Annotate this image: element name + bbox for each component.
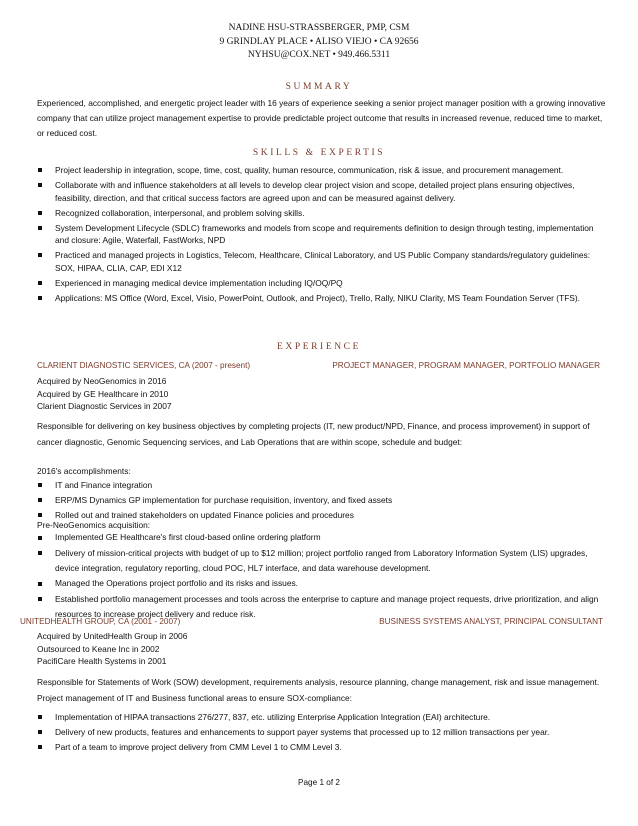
list-item: Established portfolio management processes and tools across the enterprise to capture and manage project requests, drive prioritization, and align resources to increase project delivery and reduce risk. [37, 592, 602, 622]
job-1-pre-label: Pre-NeoGenomics acquisition: [37, 520, 151, 530]
job-2-company: UNITEDHEALTH GROUP, CA (2001 - 2007) [20, 617, 181, 626]
job-1-role: PROJECT MANAGER, PROGRAM MANAGER, PORTFOLIO MANAGER [332, 361, 600, 370]
history-line: Outsourced to Keane Inc in 2002 [37, 643, 160, 654]
list-item: Rolled out and trained stakeholders on updated Finance policies and procedures [37, 509, 602, 522]
job-1-company: CLARIENT DIAGNOSTIC SERVICES, CA (2007 - present) [37, 361, 251, 370]
list-item: Delivery of mission-critical projects with budget of up to $12 million; project portfolio ranged from Laboratory Information System (LIS) upgrades, device integration, regulatory reporting, cloud POC, HL7 interface, and data warehouse development. [37, 546, 602, 576]
skills-list [37, 164, 602, 307]
job-2-description: Responsible for Statements of Work (SOW) development, requirements analysis, resource planning, change management, risk and issue management. Project management of IT and Business functional areas to ensure SOX-compliance: [37, 677, 600, 703]
job-1-accomplishments [37, 479, 602, 524]
job-2-items [37, 711, 602, 756]
candidate-name: NADINE HSU-STRASSBERGER, PMP, CSM [228, 23, 410, 33]
job-2-history [37, 630, 597, 668]
summary-heading: SUMMARY [285, 82, 353, 92]
job-1-history [37, 375, 597, 413]
list-item: IT and Finance integration [37, 479, 602, 492]
skills-heading: SKILLS & EXPERTIS [252, 148, 386, 158]
list-item: Managed the Operations project portfolio and its risks and issues. [37, 576, 602, 591]
list-item: ERP/MS Dynamics GP implementation for purchase requisition, inventory, and fixed assets [37, 494, 602, 507]
list-item: Implemented GE Healthcare's first cloud-based online ordering platform [37, 530, 602, 545]
list-item: Implementation of HIPAA transactions 276/277, 837, etc. utilizing Enterprise Application Integration (EAI) architecture. [37, 711, 602, 724]
job-1-description: Responsible for delivering on key business objectives by completing projects (IT, new product/NPD, Finance, and process improvement) in support of cancer diagnostic, Genomic Sequencing services, and Lab Operations that are within scope, schedule and budget: [37, 421, 590, 447]
list-item: Collaborate with and influence stakeholders at all levels to develop clear project vision and scope, detailed project plans ensuring objectives, feasibility, direction, and that critical success factors are agreed upon and can be measured against delivery. [37, 179, 602, 204]
job-1-accomplishments-label: 2016's accomplishments: [37, 466, 131, 476]
address-line: 9 GRINDLAY PLACE • ALISO VIEJO • CA 92656 [219, 36, 419, 47]
contact-line: NYHSU@COX.NET • 949.466.5311 [247, 50, 391, 60]
summary-text: Experienced, accomplished, and energetic project leader with 16 years of experience seeking a senior project manager position with a growing innovative company that can utilize project management expertise to provide predictable project outcome that results in increased revenue, reduced time to market, or reduced cost. [37, 98, 606, 138]
history-line: Clarient Diagnostic Services in 2007 [37, 401, 172, 411]
list-item: Practiced and managed projects in Logistics, Telecom, Healthcare, Clinical Laboratory, and US Public Company standards/regulatory guidelines: SOX, HIPAA, CLIA, CAP, EDI X12 [37, 249, 602, 274]
experience-heading: EXPERIENCE [276, 342, 362, 352]
history-line: Acquired by GE Healthcare in 2010 [37, 388, 169, 399]
list-item: Applications: MS Office (Word, Excel, Visio, PowerPoint, Outlook, and Project), Trello, Rally, NIKU Clarity, MS Team Foundation Server (TFS). [37, 292, 602, 305]
job-1-pre-items [37, 530, 602, 622]
list-item: Project leadership in integration, scope, time, cost, quality, human resource, communication, risk & issue, and procurement management. [37, 164, 602, 177]
list-item: Recognized collaboration, interpersonal, and problem solving skills. [37, 207, 602, 220]
list-item: Part of a team to improve project delivery from CMM Level 1 to CMM Level 3. [37, 741, 602, 754]
list-item: Delivery of new products, features and enhancements to support payer systems that processed up to 12 million transactions per year. [37, 726, 602, 739]
history-line: Acquired by NeoGenomics in 2016 [37, 376, 167, 386]
resume-header [0, 22, 638, 63]
history-line: PacifiCare Health Systems in 2001 [37, 656, 167, 666]
page-number: Page 1 of 2 [298, 778, 340, 787]
list-item: Experienced in managing medical device implementation including IQ/OQ/PQ [37, 277, 602, 290]
job-2-role: BUSINESS SYSTEMS ANALYST, PRINCIPAL CONSULTANT [379, 617, 603, 626]
history-line: Acquired by UnitedHealth Group in 2006 [37, 631, 188, 641]
list-item: System Development Lifecycle (SDLC) frameworks and models from scope and requirements definition to design through testing, implementation and closure: Agile, Waterfall, FastWorks, NPD [37, 222, 602, 247]
